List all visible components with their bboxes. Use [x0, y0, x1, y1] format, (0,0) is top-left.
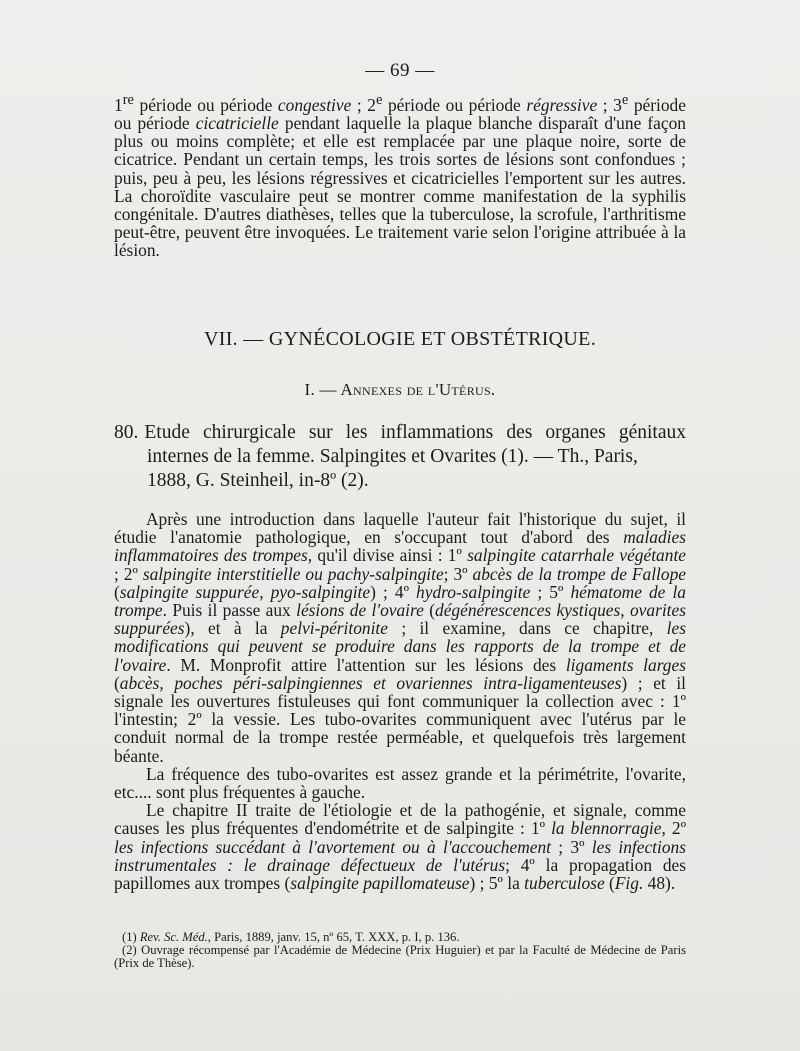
entry-line-3: 1888, G. Steinheil, in-8º (2). [147, 470, 369, 491]
italic-segment: tuberculose [524, 873, 605, 894]
footnote-2: (2) Ouvrage récompensé par l'Académie de Médecine (Prix Huguier) et par la Faculté de Médecine de Paris (Prix de Thèse). [114, 943, 686, 971]
footnote-journal: Rev. Sc. Méd. [139, 930, 208, 944]
text-segment: Le chapitre II traite de l'étiologie et de la pathogénie, et signale, comme causes les plus fréquentes d'endométrite et de salpingite : 1º [114, 800, 686, 839]
italic-segment: salpingite interstitielle ou pachy-salpingite [142, 563, 444, 584]
footnote-marker: (1) [122, 930, 140, 944]
intro-segment: période ou période [114, 94, 686, 133]
text-segment: 48). [643, 873, 676, 894]
italic-segment: la blennorragie [551, 818, 662, 839]
italic-segment: salpingite suppurée, pyo-salpingite [119, 581, 371, 602]
footnotes [114, 931, 686, 971]
italic-segment: pelvi-péritonite [280, 618, 388, 639]
italic-segment: maladies inflammatoires des trompes [114, 527, 686, 566]
page-number: — 69 — [365, 60, 435, 81]
intro-segment: 1 [114, 94, 123, 115]
entry-title-part: Etude chirurgicale sur les inflammations des organes génitaux [144, 422, 686, 443]
italic-segment: ligaments larges [565, 654, 686, 675]
intro-italic: cicatricielle [195, 113, 279, 133]
entry-summary [114, 510, 686, 892]
intro-italic: régressive [526, 94, 598, 115]
text-segment: ; 3º [443, 563, 473, 584]
italic-segment: abcès de la trompe de Fallope [472, 563, 686, 584]
intro-paragraph [114, 91, 686, 260]
text-segment: ; 4º la propagation des papillomes aux trompes ( [114, 854, 687, 894]
entry-number: 80. [114, 422, 139, 443]
italic-segment: abcès, poches péri-salpingiennes et ovariennes intra-ligamenteuses [119, 672, 622, 693]
footnote-citation: , Paris, 1889, janv. 15, nº 65, T. XXX, p. I, p. 136. [207, 930, 460, 944]
intro-segment: période ou période [382, 94, 527, 115]
bibliography-entry [114, 421, 686, 493]
italic-segment: hématome de la trompe [114, 581, 686, 621]
italic-segment: salpingite papillomateuse [290, 873, 470, 894]
subsection-title: I. — Annexes de l'Utérus. [304, 380, 496, 399]
intro-superscript: e [621, 92, 629, 108]
intro-segment: période ou période [133, 94, 278, 115]
text-segment: ), et à la [184, 618, 281, 639]
summary-paragraph-3 [114, 801, 686, 892]
intro-segment: ; 3 [597, 94, 622, 115]
italic-segment: lésions de l'ovaire [296, 600, 424, 621]
text-segment: ( [114, 581, 120, 602]
italic-segment: salpingite catarrhale végétante [467, 545, 686, 566]
summary-paragraph-1 [114, 510, 686, 765]
intro-superscript: re [122, 92, 134, 108]
section-title: VII. — GYNÉCOLOGIE ET OBSTÉTRIQUE. [203, 328, 596, 350]
italic-segment: dégénérescences kystiques, ovarites suppurées [114, 600, 686, 639]
text-segment: ) ; et il signale les ouvertures fistuleuses qui font communiquer la collection avec : 1º l'intestin; 2º la vessie. Les tubo-ovarites communiquent avec l'utérus par le conduit normal de la trompe restée perméable, et quelquefois très largement béante. [114, 672, 686, 766]
text-segment: ) ; 4º [370, 581, 417, 602]
entry-line-1 [114, 421, 686, 445]
text-segment: , 2º [661, 818, 686, 839]
text-segment: ; 2º [114, 563, 143, 584]
text-segment: Après une introduction dans laquelle l'auteur fait l'historique du sujet, il étudie l'anatomie pathologique, en s'occupant tout d'abord des [114, 509, 686, 548]
italic-segment: hydro-salpingite [416, 581, 531, 602]
text-segment: ( [604, 873, 615, 894]
text-segment: ; 3º [551, 836, 592, 857]
text-segment: . M. Monprofit attire l'attention sur les lésions des [166, 654, 566, 675]
text-segment: ; 5º [530, 581, 571, 602]
text-segment: . Puis il passe aux [162, 600, 297, 621]
italic-segment: les modifications qui peuvent se produire dans les rapports de la trompe et de l'ovaire [114, 618, 686, 675]
summary-paragraph-2: La fréquence des tubo-ovarites est assez grande et la périmétrite, l'ovarite, etc.... sont plus fréquentes à gauche. [114, 763, 686, 803]
italic-segment: les infections instrumentales : le drainage défectueux de l'utérus [114, 836, 686, 875]
intro-text [114, 91, 686, 260]
italic-segment: Fig. [614, 873, 644, 894]
text-segment: ) ; 5º la [469, 873, 525, 894]
intro-italic: congestive [277, 94, 352, 115]
entry-line-2: internes de la femme. Salpingites et Ovarites (1). — Th., Paris, [147, 446, 638, 467]
italic-segment: les infections succédant à l'avortement ou à l'accouchement [114, 836, 552, 857]
text-segment: ; il examine, dans ce chapitre, [388, 618, 667, 639]
intro-segment: pendant laquelle la plaque blanche disparaît d'une façon plus ou moins complète; et elle est remplacée par une plaque noire, sorte de cicatrice. Pendant un certain temps, les trois sortes de lésions sont confondues ; puis, peu à peu, les lésions régressives et cicatricielles l'emportent sur les autres. La choroïdite vasculaire peut se montrer comme manifestation de la syphilis congénitale. D'autres diathèses, telles que la tuberculose, la scrofule, l'arthritisme peut-être, peuvent être invoquées. Le traitement varie selon l'origine attribuée à la lésion. [114, 113, 686, 261]
text-segment: , qu'il divise ainsi : 1º [307, 545, 468, 566]
intro-segment: ; 2 [351, 94, 376, 115]
text-segment: ( [114, 672, 120, 693]
intro-superscript: e [375, 92, 383, 108]
text-segment: ( [423, 600, 435, 621]
